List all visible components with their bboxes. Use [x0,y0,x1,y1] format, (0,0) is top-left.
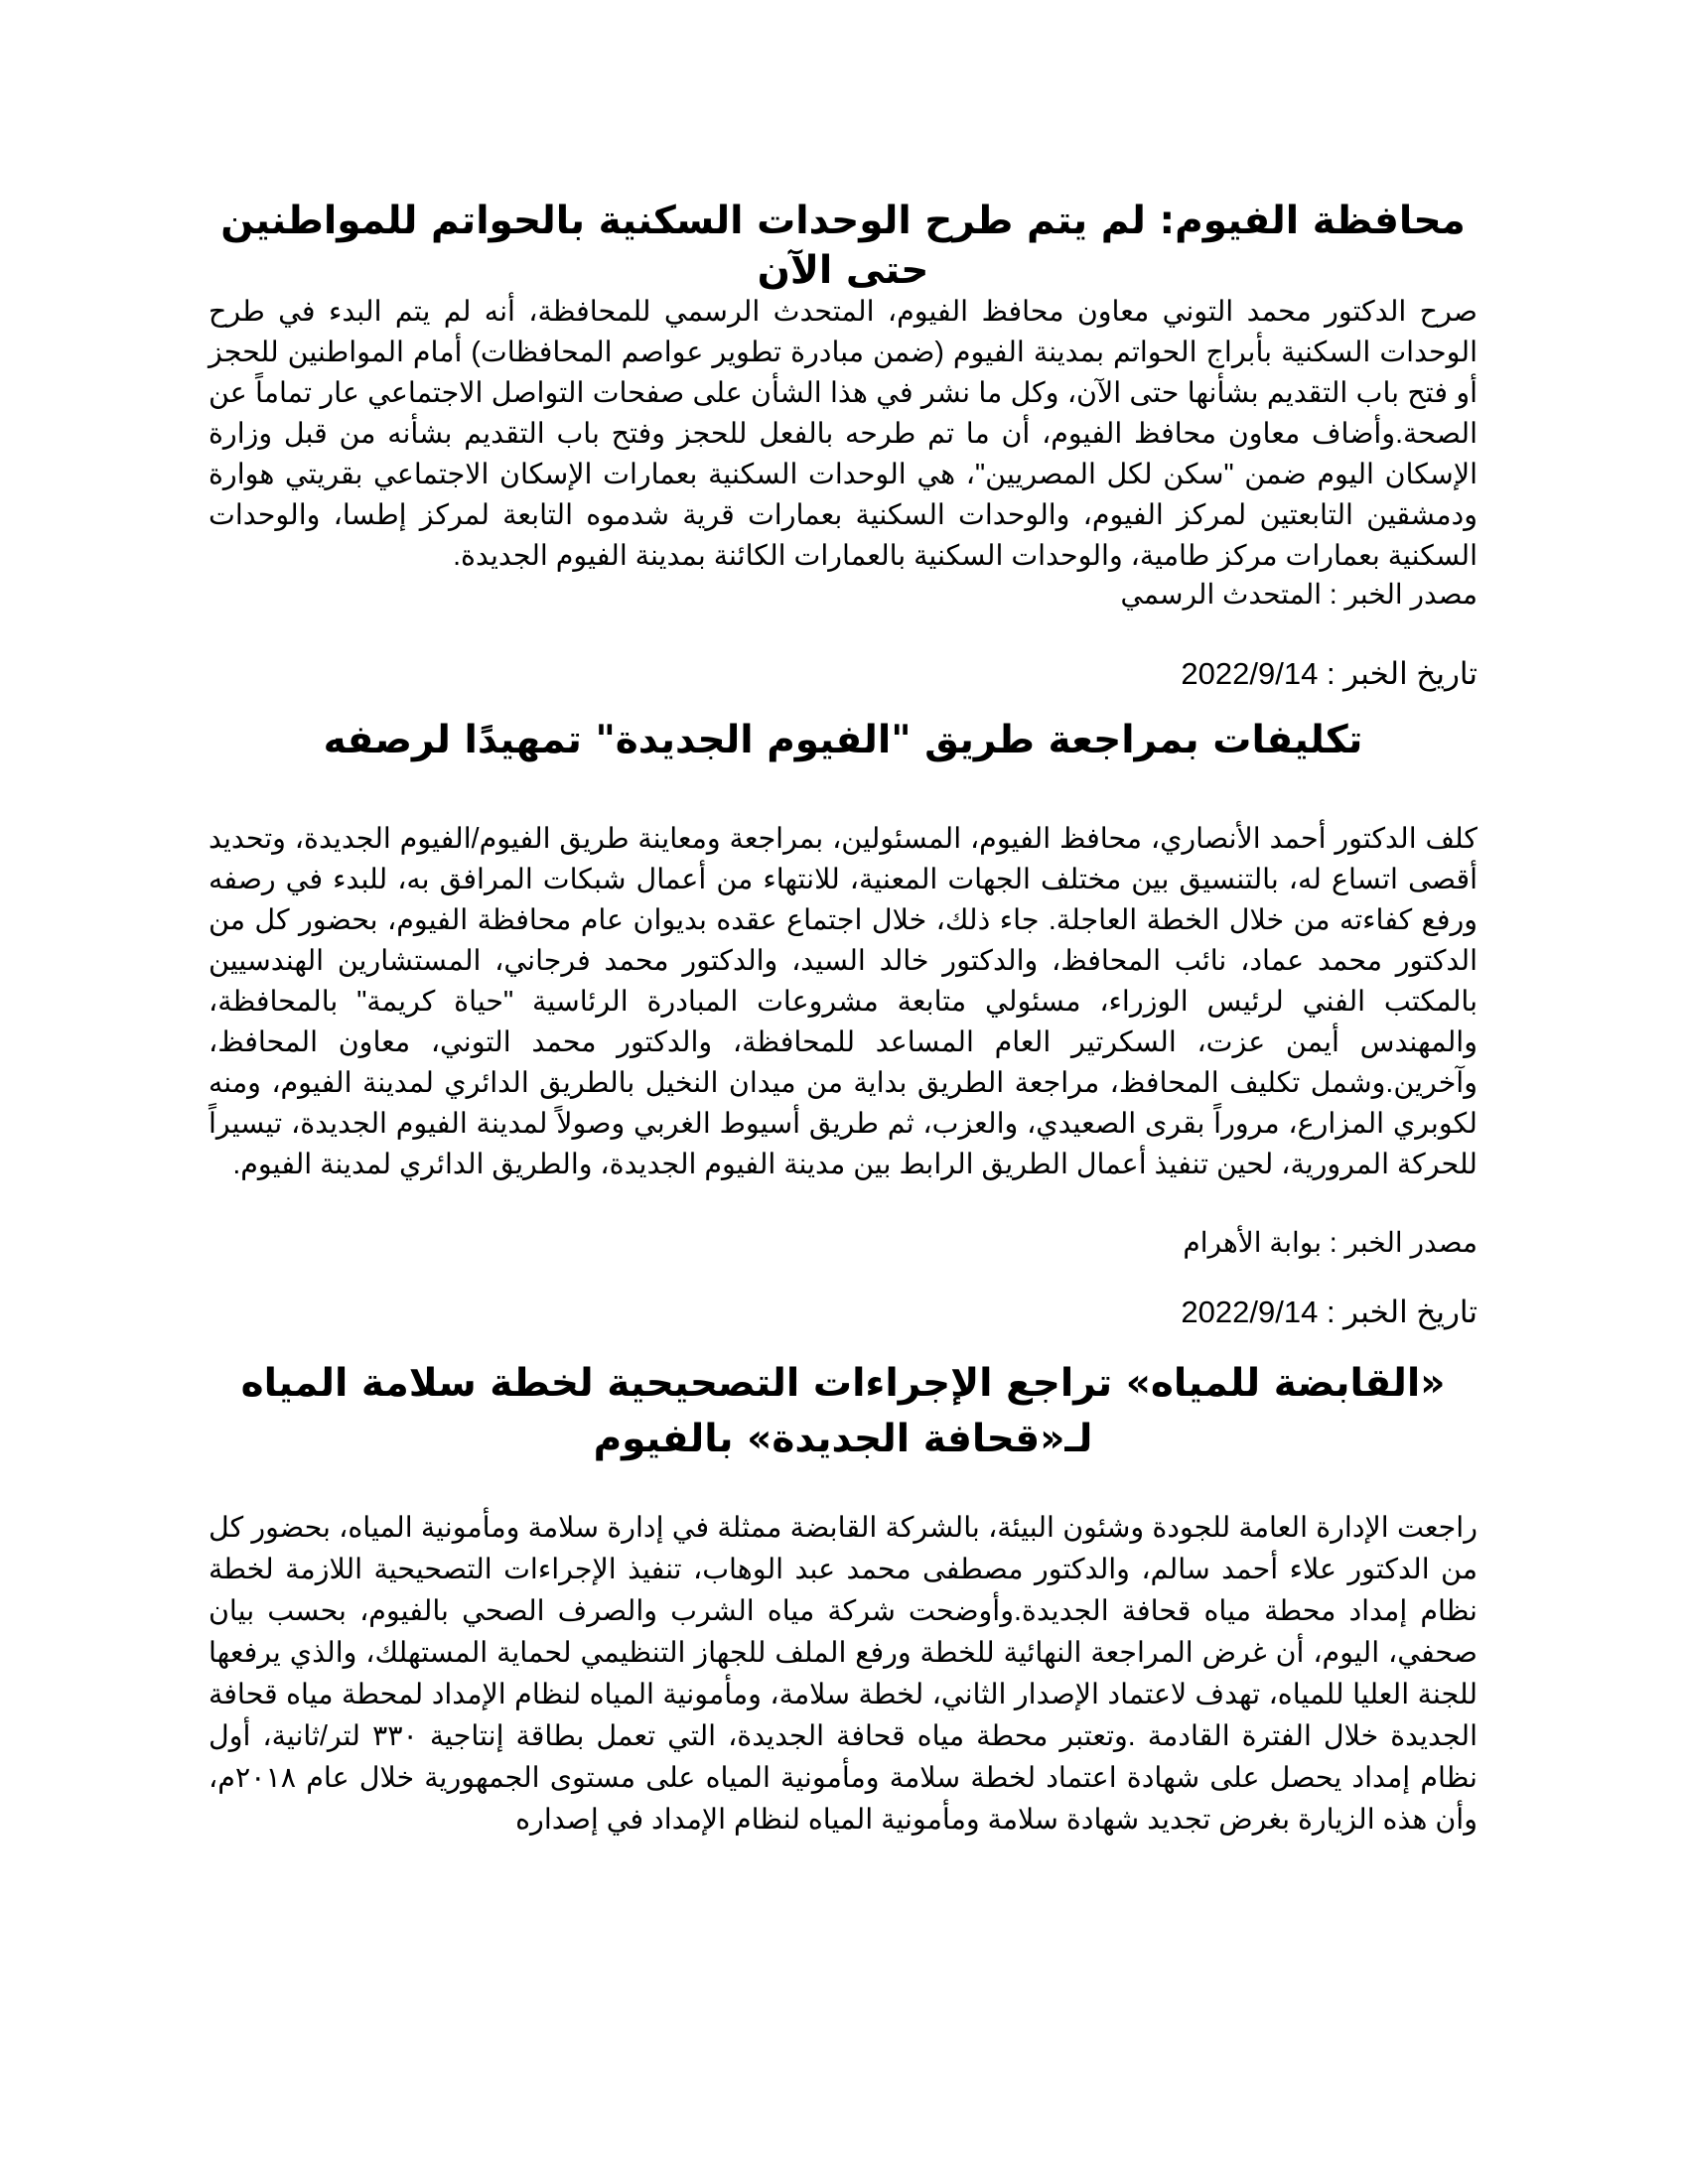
article-2-title: تكليفات بمراجعة طريق "الفيوم الجديدة" تمهيدًا لرصفه [323,718,1363,762]
document-page [209,197,1477,1841]
article-3-title: «القابضة للمياه» تراجع الإجراءات التصحيحية لخطة سلامة المياه لـ«قحافة الجديدة» بالفيوم [240,1361,1446,1461]
article-2-date-label: تاريخ الخبر : [1318,1295,1477,1329]
news-article-3 [209,1356,1477,1841]
article-1-date-value: 2022/9/14 [1181,656,1319,691]
article-1-date [209,654,1477,694]
article-1-body: صرح الدكتور محمد التوني معاون محافظ الفيوم، المتحدث الرسمي للمحافظة، أنه لم يتم البدء في طرح الوحدات السكنية بأبراج الحواتم بمدينة الفيوم (ضمن مبادرة تطوير عواصم المحافظات) أمام المواطنين للحجز أو فتح باب التقديم بشأنها حتى الآن، وكل ما نشر في هذا الشأن على صفحات التواصل الاجتماعي عار تماماً عن الصحة.وأضاف معاون محافظ الفيوم، أن ما تم طرحه بالفعل للحجز وفتح باب التقديم بشأنه من قبل وزارة الإسكان اليوم ضمن "سكن لكل المصريين"، هي الوحدات السكنية بعمارات الإسكان الاجتماعي بقريتي هوارة ودمشقين التابعتين لمركز الفيوم، والوحدات السكنية بعمارات قرية شدموه التابعة لمركز إطسا، والوحدات السكنية بعمارات مركز طامية، والوحدات السكنية بالعمارات الكائنة بمدينة الفيوم الجديدة. [209,296,1477,572]
article-1-date-label: تاريخ الخبر : [1318,656,1477,691]
article-1-title: محافظة الفيوم: لم يتم طرح الوحدات السكنية بالحواتم للمواطنين حتى الآن [220,199,1466,293]
article-2-body: كلف الدكتور أحمد الأنصاري، محافظ الفيوم، المسئولين، بمراجعة ومعاينة طريق الفيوم/الفيوم الجديدة، وتحديد أقصى اتساع له، بالتنسيق بين مختلف الجهات المعنية، للانتهاء من أعمال شبكات المرافق به، للبدء في رصفه ورفع كفاءته من خلال الخطة العاجلة. جاء ذلك، خلال اجتماع عقده بديوان عام محافظة الفيوم، بحضور كل من الدكتور محمد عماد، نائب المحافظ، والدكتور خالد السيد، والدكتور محمد فرجاني، المستشارين الهندسيين بالمكتب الفني لرئيس الوزراء، مسئولي متابعة مشروعات المبادرة الرئاسية "حياة كريمة" بالمحافظة، والمهندس أيمن عزت، السكرتير العام المساعد للمحافظة، والدكتور محمد التوني، معاون المحافظ، وآخرين.وشمل تكليف المحافظ، مراجعة الطريق بداية من ميدان النخيل بالطريق الدائري لمدينة الفيوم، ومنه لكوبري المزارع، مروراً بقرى الصعيدي، والعزب، ثم طريق أسيوط الغربي وصولاً لمدينة الفيوم الجديدة، تيسيراً للحركة المرورية، لحين تنفيذ أعمال الطريق الرابط بين مدينة الفيوم الجديدة، والطريق الدائري لمدينة الفيوم. [209,823,1477,1180]
article-2-date [209,1293,1477,1332]
article-3-body: راجعت الإدارة العامة للجودة وشئون البيئة، بالشركة القابضة ممثلة في إدارة سلامة ومأمونية المياه، بحضور كل من الدكتور علاء أحمد سالم، والدكتور مصطفى محمد عبد الوهاب، تنفيذ الإجراءات التصحيحية اللازمة لخطة نظام إمداد محطة مياه قحافة الجديدة.وأوضحت شركة مياه الشرب والصرف الصحي بالفيوم، بحسب بيان صحفي، اليوم، أن غرض المراجعة النهائية للخطة ورفع الملف للجهاز التنظيمي لحماية المستهلك، والذي يرفعها للجنة العليا للمياه، تهدف لاعتماد الإصدار الثاني، لخطة سلامة، ومأمونية المياه لنظام الإمداد لمحطة مياه قحافة الجديدة خلال الفترة القادمة .وتعتبر محطة مياه قحافة الجديدة، التي تعمل بطاقة إنتاجية ٣٣٠ لتر/ثانية، أول نظام إمداد يحصل على شهادة اعتماد لخطة سلامة ومأمونية المياه على مستوى الجمهورية خلال عام ٢٠١٨م، وأن هذه الزيارة بغرض تجديد شهادة سلامة ومأمونية المياه لنظام الإمداد في إصداره [209,1512,1478,1836]
news-article-1 [209,197,1477,694]
article-1-source: مصدر الخبر : المتحدث الرسمي [1120,579,1477,610]
article-2-date-value: 2022/9/14 [1181,1295,1319,1329]
article-2-source: مصدر الخبر : بوابة الأهرام [1183,1227,1477,1258]
news-article-2 [209,716,1477,1332]
